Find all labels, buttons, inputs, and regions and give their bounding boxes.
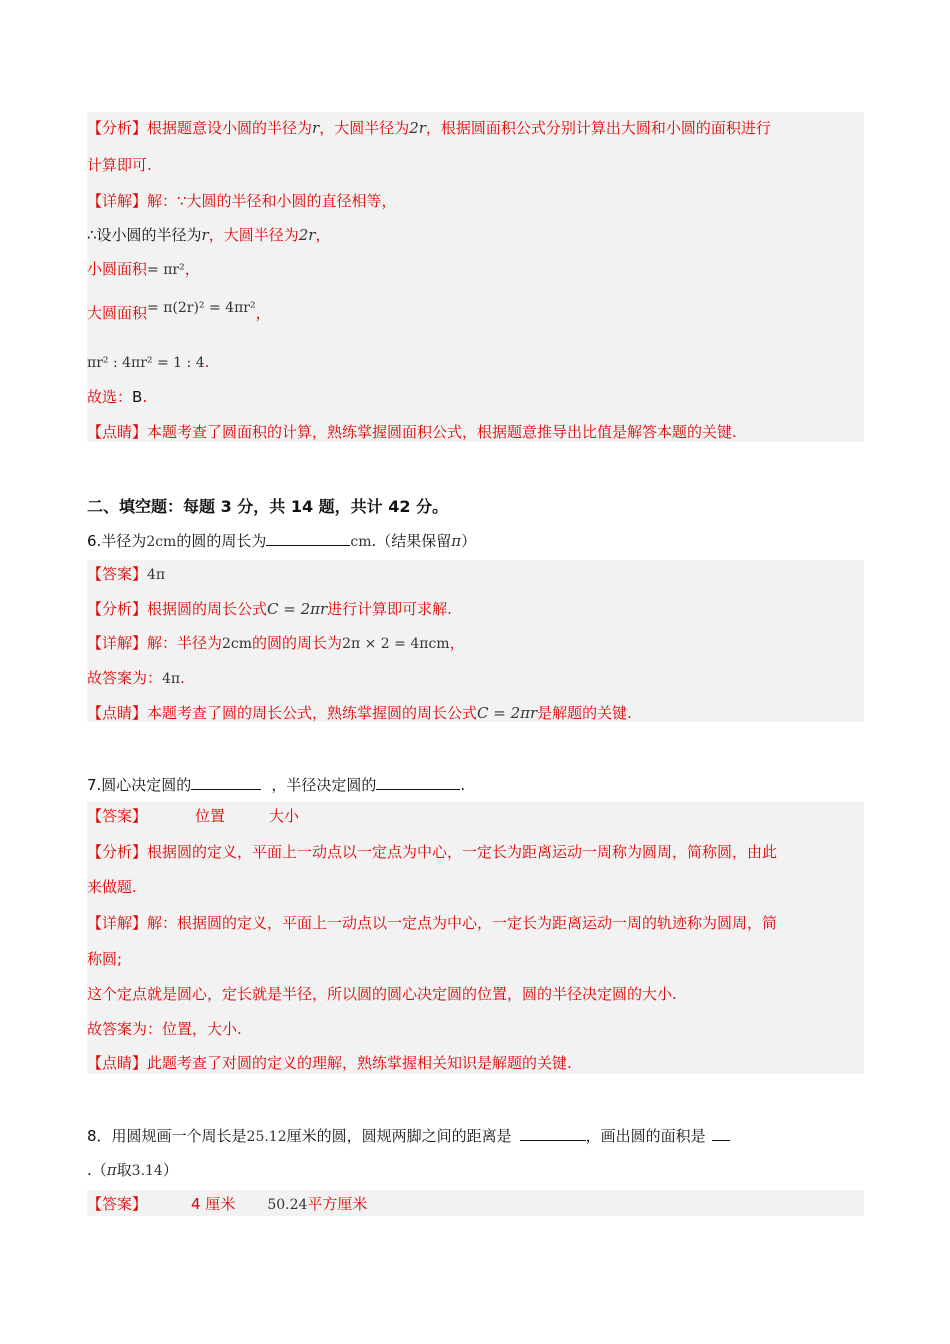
q5-comment-line: 【点睛】本题考查了圆面积的计算，熟练掌握圆面积公式，根据题意推导出比值是解答本题的关键. (87, 423, 737, 441)
q6-comment-line: 【点睛】本题考查了圆的周长公式，熟练掌握圆的周长公式C = 2πr是解题的关键. (87, 704, 632, 722)
q6-analysis-line: 【分析】根据圆的周长公式C = 2πr进行计算即可求解. (87, 600, 452, 618)
q7-analysis-line2: 来做题. (87, 878, 137, 896)
q5-set-radius-line: ∴设小圆的半径为r，大圆半径为2r， (87, 226, 331, 244)
q7-answer-line: 【答案】 位置 大小 (87, 807, 300, 825)
q7-detail-line3: 这个定点就是圆心，定长就是半径，所以圆的圆心决定圆的位置，圆的半径决定圆的大小. (87, 985, 677, 1003)
q7-blank-1[interactable] (191, 773, 261, 790)
section2-heading: 二、填空题：每题 3 分，共 14 题，共计 42 分。 (87, 497, 449, 516)
q5-big-area-line: 大圆面积= π(2r)² = 4πr²， (87, 300, 271, 322)
q5-analysis-line1: 【分析】根据题意设小圆的半径为r，大圆半径为2r，根据圆面积公式分别计算出大圆和小圆的面积进行 (87, 119, 771, 137)
q6-stem: 6.半径为2cm的圆的周长为 cm.（结果保留π） (87, 529, 864, 552)
q7-blank-2[interactable] (376, 773, 460, 790)
q5-analysis-line2: 计算即可. (87, 156, 152, 174)
q7-detail-line1: 【详解】解：根据圆的定义，平面上一动点以一定点为中心，一定长为距离运动一周的轨迹称为圆周，简 (87, 914, 778, 932)
q6-result-line: 故答案为：4π. (87, 669, 185, 687)
q7-analysis-line1: 【分析】根据圆的定义，平面上一动点以一定点为中心，一定长为距离运动一周称为圆周，简称圆，由此 (87, 843, 778, 861)
q7-comment-line: 【点睛】此题考查了对圆的定义的理解，熟练掌握相关知识是解题的关键. (87, 1054, 572, 1072)
q7-detail-line2: 称圆; (87, 950, 123, 968)
q6-detail-line: 【详解】解：半径为2cm的圆的周长为2π × 2 = 4πcm， (87, 634, 465, 652)
q6-answer-blank[interactable] (266, 529, 350, 546)
q8-stem-line2: .（π取3.14） (87, 1161, 178, 1179)
q6-answer-line: 【答案】4π (87, 565, 166, 583)
q5-small-area-line: 小圆面积= πr²， (87, 260, 200, 278)
q8-blank-1[interactable] (520, 1124, 586, 1141)
q8-blank-2[interactable] (712, 1124, 730, 1141)
q7-stem: 7.圆心决定圆的 ，半径决定圆的 . (87, 773, 864, 795)
q7-result-line: 故答案为：位置，大小. (87, 1020, 242, 1038)
q8-stem-line1: 8．用圆规画一个周长是25.12厘米的圆，圆规两脚之间的距离是 ，画出圆的面积是 (87, 1124, 864, 1147)
q8-answer-line: 【答案】 4 厘米 50.24平方厘米 (87, 1195, 368, 1213)
q5-detail-line: 【详解】解：∵大圆的半径和小圆的直径相等， (87, 192, 397, 210)
q5-choice-line: 故选：B. (87, 388, 148, 406)
q5-ratio-line: πr² : 4πr² = 1 : 4. (87, 353, 210, 371)
